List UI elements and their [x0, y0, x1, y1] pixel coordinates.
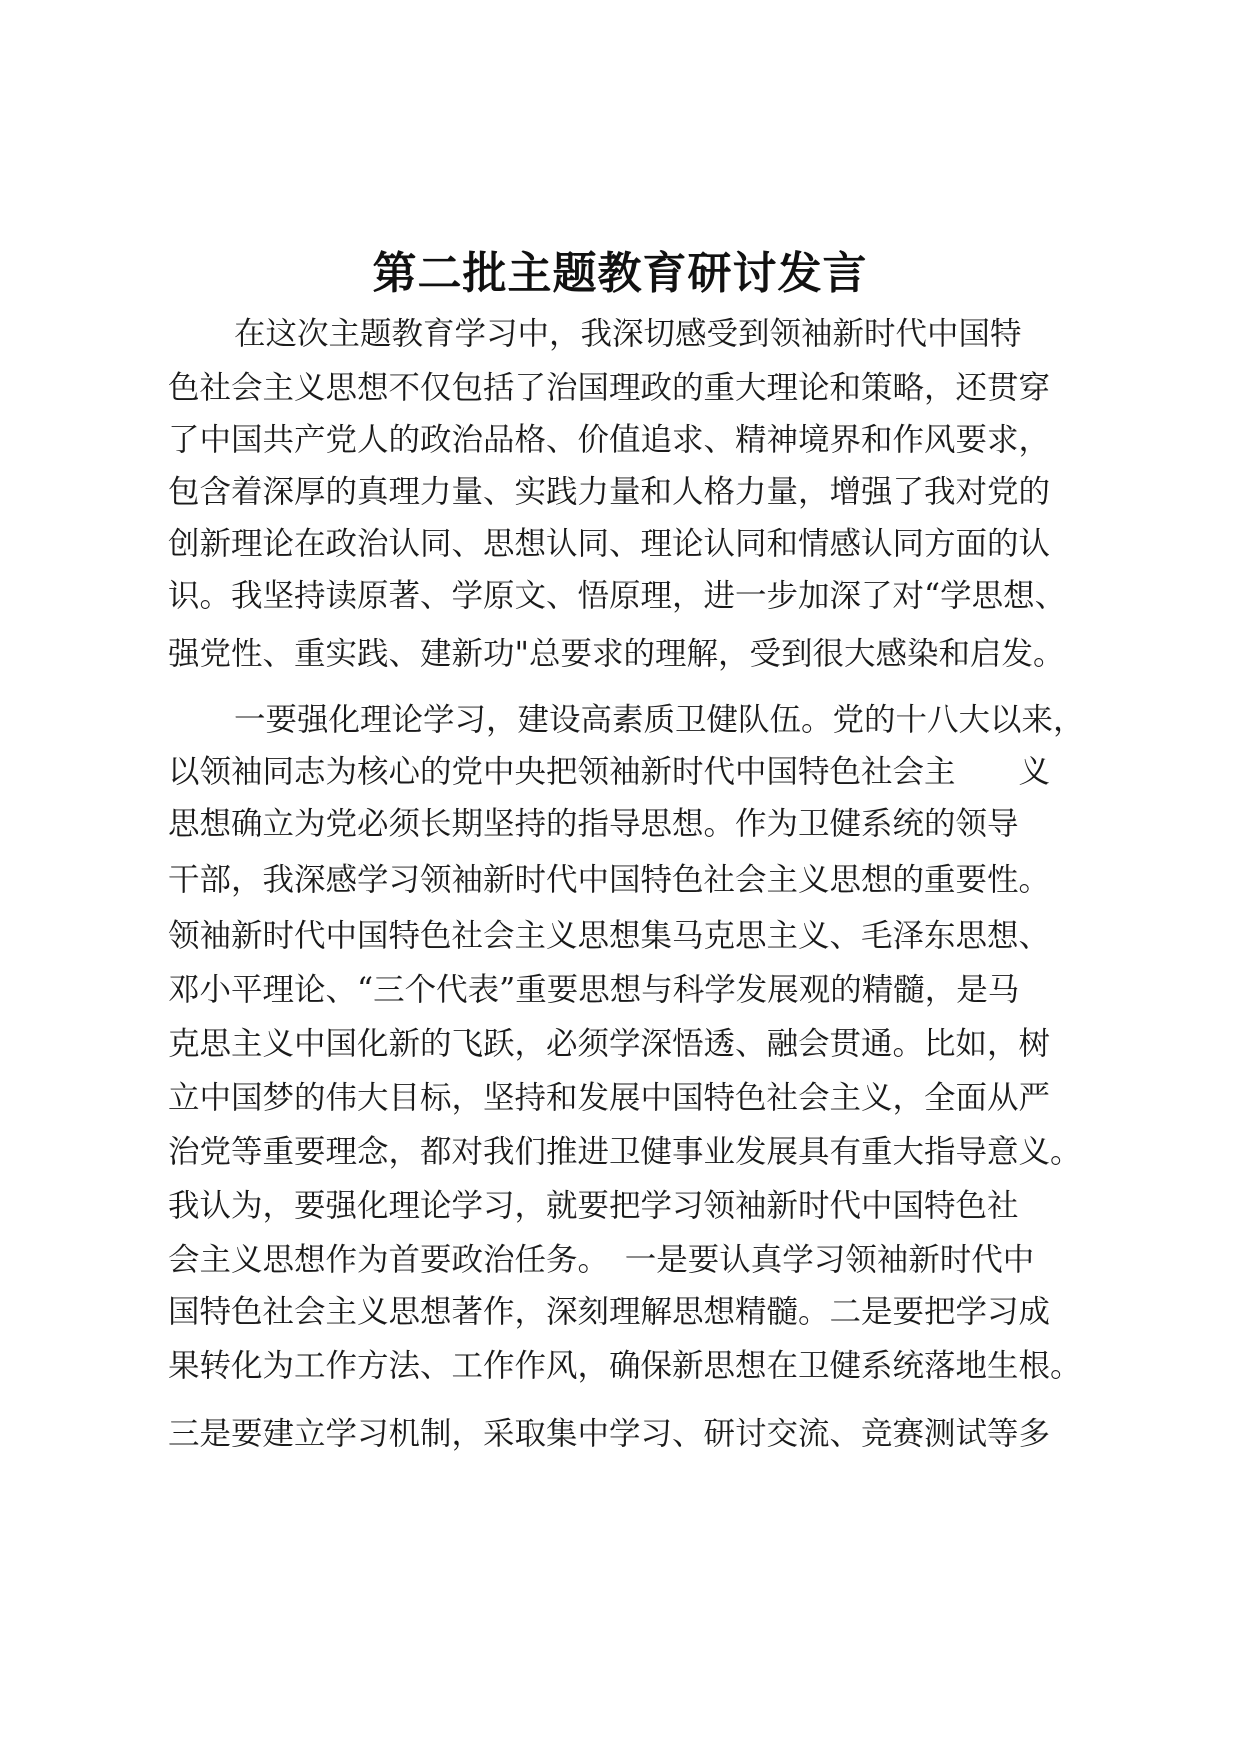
body-line: 创新理论在政治认同、思想认同、理论认同和情感认同方面的认 [168, 526, 1051, 562]
body-line: 会主义思想作为首要政治任务。 一是要认真学习领袖新时代中 [168, 1242, 1035, 1278]
body-line: 色社会主义思想不仅包括了治国理政的重大理论和策略，还贯穿 [168, 370, 1051, 406]
body-line: 包含着深厚的真理力量、实践力量和人格力量，增强了我对党的 [168, 474, 1051, 510]
body-line: 强党性、重实践、建新功"总要求的理解，受到很大感染和启发。 [168, 636, 1065, 672]
body-line: 在这次主题教育学习中，我深切感受到领袖新时代中国特 [234, 316, 1022, 352]
body-line: 果转化为工作方法、工作作风，确保新思想在卫健系统落地生根。 [168, 1348, 1082, 1384]
body-line: 思想确立为党必须长期坚持的指导思想。作为卫健系统的领导 [168, 806, 1019, 842]
body-line: 国特色社会主义思想著作，深刻理解思想精髓。二是要把学习成 [168, 1294, 1051, 1330]
body-line: 我认为，要强化理论学习，就要把学习领袖新时代中国特色社 [168, 1188, 1019, 1224]
body-line: 识。我坚持读原著、学原文、悟原理，进一步加深了对“学思想、 [168, 578, 1067, 614]
body-line: 了中国共产党人的政治品格、价值追求、精神境界和作风要求， [168, 422, 1051, 458]
body-line: 领袖新时代中国特色社会主义思想集马克思主义、毛泽东思想、 [168, 918, 1051, 954]
body-line: 一要强化理论学习，建设高素质卫健队伍。党的十八大以来， [234, 702, 1085, 738]
body-line: 立中国梦的伟大目标，坚持和发展中国特色社会主义，全面从严 [168, 1080, 1051, 1116]
body-line: 治党等重要理念，都对我们推进卫健事业发展具有重大指导意义。 [168, 1134, 1082, 1170]
body-line: 三是要建立学习机制，采取集中学习、研讨交流、竞赛测试等多 [168, 1416, 1051, 1452]
body-line: 克思主义中国化新的飞跃，必须学深悟透、融会贯通。比如，树 [168, 1026, 1051, 1062]
document-title: 第二批主题教育研讨发言 [372, 248, 868, 299]
body-line: 以领袖同志为核心的党中央把领袖新时代中国特色社会主 义 [168, 754, 1051, 790]
body-line: 干部，我深感学习领袖新时代中国特色社会主义思想的重要性。 [168, 862, 1051, 898]
body-line: 邓小平理论、“三个代表”重要思想与科学发展观的精髓，是马 [168, 972, 1020, 1008]
